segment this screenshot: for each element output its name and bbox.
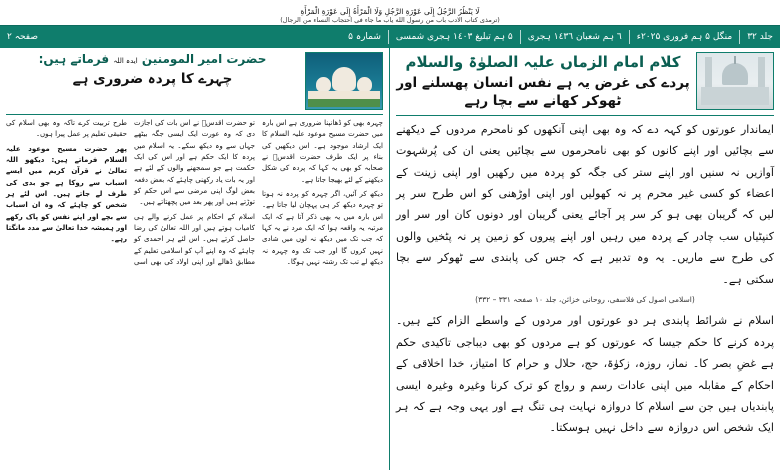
page-body <box>0 48 780 470</box>
masthead-divider-1 <box>739 30 740 44</box>
left-article-title: چہرے کا پردہ ضروری ہے <box>72 70 233 87</box>
volume-label: جلد ۳۲ <box>747 32 773 42</box>
byline-tail: فرماتے ہیں: <box>38 52 110 66</box>
left-headline-text <box>6 52 299 88</box>
left-rule <box>6 114 383 115</box>
left-paragraph-4: اسلام کے احکام پر عمل کرنے والے ہی کامیاب ہوتے ہیں اور اللہ تعالیٰ کی رضا حاصل کرتے ہیں۔ اس لئے ہر احمدی کو چاہئے کہ وہ اپنے آپ کو اسلامی تعلیم کے مطابق ڈھالے اور اپنی اولاد کی بھی اسی طرح تربیت کرے تاکہ وہ بھی اسلام کی حقیقی تعلیم پر عمل پیرا ہوں۔ <box>6 119 255 266</box>
date-hijri-label: ٦ ہم شعبان ١٤٣٦ ہجری <box>527 32 622 42</box>
left-paragraph-5: پھر حضرت مسیح موعود علیہ السلام فرماتے ہیں: دیکھو اللہ تعالیٰ نے قرآن کریم میں ایسے اسباب سے روکا ہے جو بدی کی طرف لے جاتے ہیں۔ اس لئے ہر شخص کو چاہئے کہ وہ ان اسباب سے بچے اور اپنے نفس کو پاک رکھے اور ہمیشہ خدا تعالیٰ سے مدد مانگتا رہے۔ <box>6 144 127 244</box>
hadith-text-block <box>280 7 500 25</box>
column-right <box>390 48 780 470</box>
right-headline-row <box>396 52 774 111</box>
masthead-bar <box>0 26 780 48</box>
byline-honorific: ایدہ اللہ <box>113 57 138 65</box>
masthead-divider-3 <box>520 30 521 44</box>
issue-label: شمارہ ۵ <box>348 32 381 42</box>
shrine-lawn <box>308 99 380 107</box>
right-headline-text <box>396 52 690 111</box>
left-paragraph-2: دیکھ کر آئیں، اگر چہرہ کو پردہ نہ ہوتا تو چہرہ دیکھ کر ہی پہچان لیا جاتا ہے۔ اس بارہ میں یہ بھی ذکر آتا ہے کہ ایک مرتبہ یہ واقعہ ہوا کہ ایک مرد نے یہ کہا کہ جب تک میں دیکھ نہ لوں میں شادی نہیں کروں گا اور جب تک وہ چہرہ نہ دیکھ لے تب تک رشتہ نہیں ہوگا۔ <box>262 189 383 266</box>
shrine-dome-left <box>316 77 331 92</box>
right-rule <box>396 115 774 116</box>
right-paragraph-2: اسلام نے شرائط پابندی ہر دو عورتوں اور مردوں کے واسطے الزام کئے ہیں۔ پردہ کرنے کا حکم جیسا کہ عورتوں کو ہے مردوں کو بھی دیباجی تاکیدی حکم ہے غضِ بصر کا۔ نماز، روزہ، زکوٰۃ، حج، حلال و حرام کا امتیاز، خدا اخلاقی کے احکام کے مقابلہ میں اپنی عادات رسم و رواج کو ترک کرنا وغیرہ وغیرہ ایسی پابندیاں ہیں جن سے اسلام کا دروازہ نہایت ہی تنگ ہے اور یہی وجہ ہے کہ ہر ایک شخص اس دروازہ سے داخل نہیں ہوسکتا۔ <box>395 314 774 435</box>
hadith-source: (ترمذی کتاب الادب باب من رسول الله یاب ما جاء فی احتجاب النساء من الرجال) <box>280 15 500 24</box>
byline-name: حضرت امیر المومنین <box>141 52 267 66</box>
masthead-divider-4 <box>388 30 389 44</box>
left-paragraph-3: تو حضرت اقدسؑ نے اس بات کی اجازت دی کہ وہ عورت ایک ایسی جگہ بیٹھے جہاں سے وہ دیکھ سکے۔ یہ اسلام میں پردہ کا ایک حکم ہے اور اس کی ایک حکمت ہے جو سمجھنے والوں کے لئے ہے اور یہ بات یاد رکھنی چاہئے کہ بعض دفعہ بعض لوگ اپنی مرضی سے اس حکم کو توڑتے ہیں اور پھر بعد میں پچھتاتے ہیں۔ <box>134 119 255 207</box>
column-left <box>0 48 390 470</box>
left-byline <box>6 52 299 68</box>
masthead-divider-2 <box>629 30 630 44</box>
right-article-subtitle: پردے کی غرض یہ ہے نفس انسان پھسلنے اور ٹھوکر کھانے سے بچا رہے <box>396 75 690 110</box>
right-article-title: کلام امام الزماں علیہ الصلوٰۃ والسلام <box>405 53 681 71</box>
shrine-dome-right <box>357 77 372 92</box>
hadith-strip <box>0 0 780 26</box>
left-paragraph-1: چہرہ بھی کو ڈھانپنا ضروری ہے اس بارہ میں حضرت مسیح موعود علیہ السلام کا ایک ارشاد موجود ہے۔ اس دیکھیں کی بناء پر ایک طرف حضرت اقدسؑ نے صحابہ کو بھی یہ کہا کہ پردہ کی شکل دیکھنے کے لئے بھیجا جاتا ہے۔ <box>262 119 383 184</box>
left-article-body <box>6 118 383 268</box>
date-shamsi-label: ۵ ہم تبلیغ ١٤٠٣ ہجری شمسی <box>395 32 513 42</box>
hadith-arabic: لَا يَنْظُرُ الرَّجُلُ إِلَى عَوْرَةِ الرَّجُلِ وَلَا الْمَرْأَةُ إِلَى عَوْرَةِ الْمَرْأَةِ <box>300 6 480 16</box>
shrine-photo <box>305 52 383 110</box>
shrine-dome-center <box>332 67 356 91</box>
left-headline-row <box>6 52 383 110</box>
page-number-label: صفحہ ۲ <box>7 32 38 42</box>
mosque-photo <box>696 52 774 110</box>
right-paragraph-1: ایماندار عورتوں کو کہہ دے کہ وہ بھی اپنی آنکھوں کو نامحرم مردوں کے دیکھنے سے بچائیں اور اپنے کانوں کو بھی نامحرموں سے بچائیں یعنی ان کی پُرشہوت آوازیں نہ سنیں اور اپنے ستر کی جگہ کو پردہ میں رکھیں اور اپنی زینت کے اعضاء کو کسی غیر محرم پر نہ کھولیں اور اپنی اوڑھنی کو اس طرح سر پر لیں کہ گریبان بھی ہو کر سر پر آجائے یعنی گریبان اور دونوں کان اور سر اور کنپٹیاں سب چادر کے پردہ میں رہیں اور اپنے پیروں کو زمین پر نہ پٹخیں والوں کی طرح سے ماریں۔ یہ وہ تدبیر ہے کہ جس کی پابندی سے ٹھوکر سے بچا سکتی ہے۔ <box>396 122 774 286</box>
right-reference: (اسلامی اصول کی فلاسفی، روحانی خزائن، جلد ۱۰ صفحہ ۳۳۱ – ۳۳۲) <box>475 295 695 305</box>
dome-shape <box>722 63 748 85</box>
date-gregorian-label: منگل ۵ ہم فروری ۲۰۲۵ء <box>636 32 733 42</box>
mosque-base <box>701 87 769 105</box>
